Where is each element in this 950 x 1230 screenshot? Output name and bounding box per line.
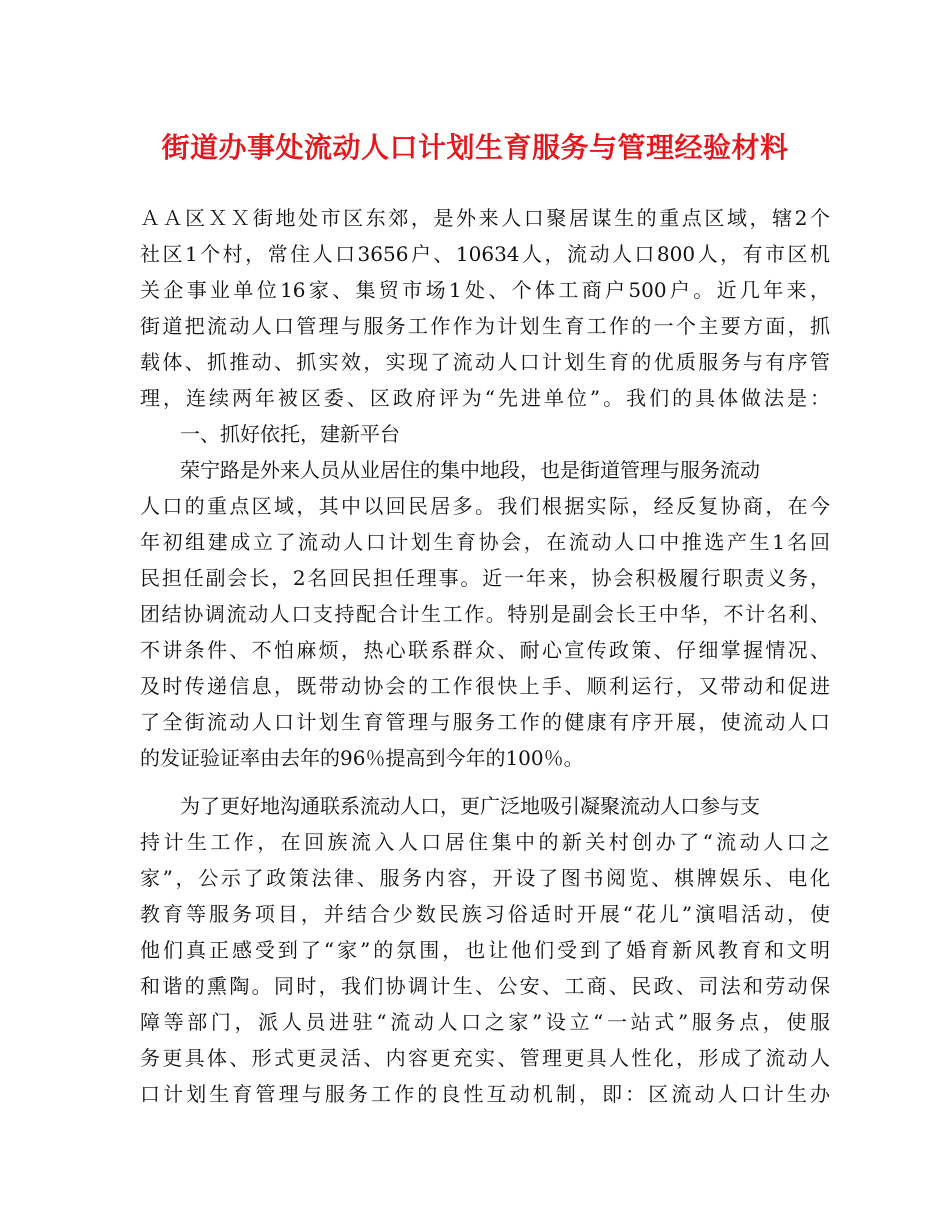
text-line: 的发证验证率由去年的96％提高到今年的100％。 bbox=[140, 746, 584, 770]
text-line: 教育等服务项目，并结合少数民族习俗适时开展“花儿”演唱活动，使 bbox=[140, 902, 830, 926]
paragraph bbox=[140, 200, 830, 416]
document-body bbox=[140, 200, 830, 1112]
text-line: 团结协调流动人口支持配合计生工作。特别是副会长王中华，不计名利、 bbox=[140, 602, 830, 626]
text-line: 他们真正感受到了“家”的氛围，也让他们受到了婚育新风教育和文明 bbox=[140, 938, 830, 962]
section-heading bbox=[140, 416, 830, 452]
text-line: 为了更好地沟通联系流动人口，更广泛地吸引凝聚流动人口参与支 bbox=[180, 794, 760, 818]
text-line: 障等部门，派人员进驻“流动人口之家”设立“一站式”服务点，使服 bbox=[140, 1010, 830, 1034]
text-line: 不讲条件、不怕麻烦，热心联系群众、耐心宣传政策、仔细掌握情况、 bbox=[140, 638, 830, 662]
paragraph-gap bbox=[140, 776, 830, 788]
paragraph bbox=[140, 788, 830, 1112]
text-line: ＡＡ区ＸＸ街地处市区东郊，是外来人口聚居谋生的重点区域，辖2个 bbox=[140, 206, 830, 230]
text-line: 载体、抓推动、抓实效，实现了流动人口计划生育的优质服务与有序管 bbox=[140, 350, 830, 374]
paragraph bbox=[140, 452, 830, 776]
text-line: 务更具体、形式更灵活、内容更充实、管理更具人性化，形成了流动人 bbox=[140, 1046, 830, 1070]
text-line: 持计生工作，在回族流入人口居住集中的新关村创办了“流动人口之 bbox=[140, 830, 830, 854]
text-line: 街道把流动人口管理与服务工作作为计划生育工作的一个主要方面，抓 bbox=[140, 314, 830, 338]
text-line: 家”，公示了政策法律、服务内容，开设了图书阅览、棋牌娱乐、电化 bbox=[140, 866, 830, 890]
text-line: 及时传递信息，既带动协会的工作很快上手、顺利运行，又带动和促进 bbox=[140, 674, 830, 698]
section-heading-text: 一、抓好依托，建新平台 bbox=[180, 422, 400, 446]
text-line: 关企事业单位16家、集贸市场1处、个体工商户500户。近几年来， bbox=[140, 278, 830, 302]
text-line: 口计划生育管理与服务工作的良性互动机制，即：区流动人口计生办 bbox=[140, 1082, 830, 1106]
text-line: 社区1个村，常住人口3656户、10634人，流动人口800人，有市区机 bbox=[140, 242, 830, 266]
text-line: 荣宁路是外来人员从业居住的集中地段，也是街道管理与服务流动 bbox=[180, 458, 760, 482]
text-line: 年初组建成立了流动人口计划生育协会，在流动人口中推选产生1名回 bbox=[140, 530, 830, 554]
text-line: 人口的重点区域，其中以回民居多。我们根据实际，经反复协商，在今 bbox=[140, 494, 830, 518]
text-line: 和谐的熏陶。同时，我们协调计生、公安、工商、民政、司法和劳动保 bbox=[140, 974, 830, 998]
text-line: 了全街流动人口计划生育管理与服务工作的健康有序开展，使流动人口 bbox=[140, 710, 830, 734]
document-title: 街道办事处流动人口计划生育服务与管理经验材料 bbox=[161, 131, 789, 164]
text-line: 理，连续两年被区委、区政府评为“先进单位”。我们的具体做法是： bbox=[140, 386, 830, 410]
text-line: 民担任副会长，2名回民担任理事。近一年来，协会积极履行职责义务， bbox=[140, 566, 830, 590]
